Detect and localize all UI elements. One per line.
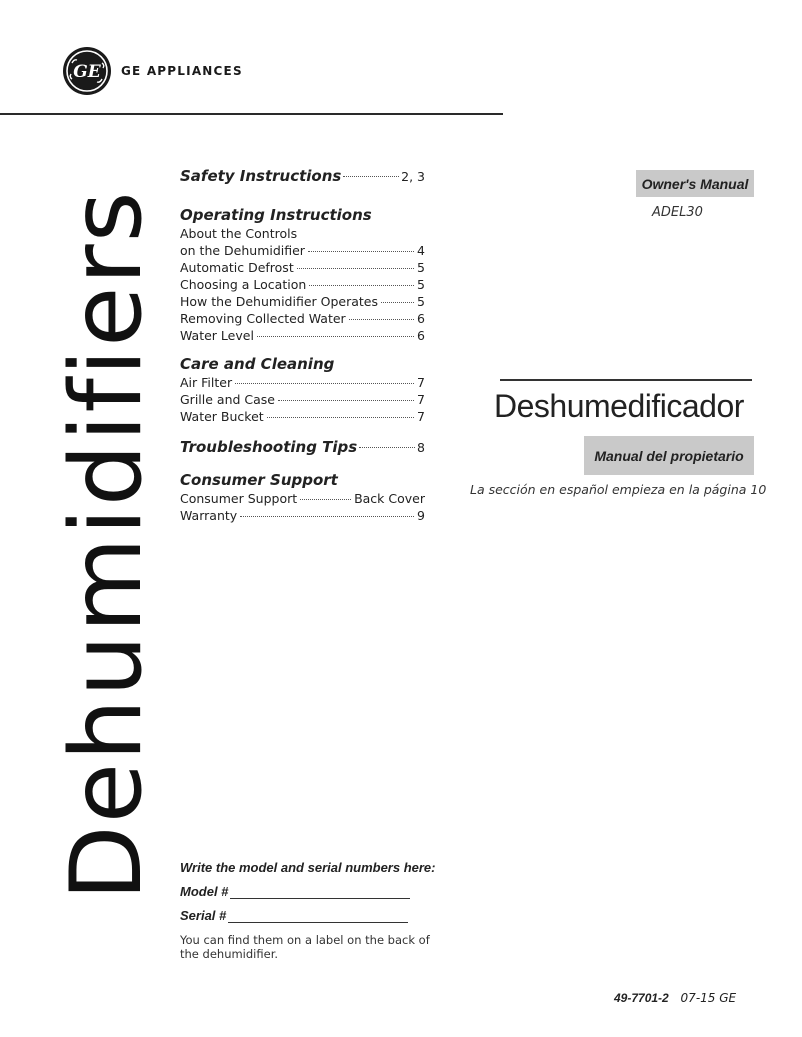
toc-item-page: 6: [417, 311, 425, 326]
dot-leader: [235, 373, 414, 384]
record-heading: Write the model and serial numbers here:: [180, 860, 436, 875]
toc-heading-safety[interactable]: [180, 166, 425, 187]
toc-item[interactable]: [180, 391, 425, 408]
table-of-contents: [180, 166, 425, 532]
toc-section-support: [180, 470, 425, 524]
label-location-note: You can find them on a label on the back of the dehumidifier.: [180, 933, 430, 961]
toc-section-safety: [180, 166, 425, 187]
dot-leader: [381, 292, 414, 303]
dot-leader: [300, 489, 351, 500]
dot-leader: [267, 407, 414, 418]
logo-text: GE: [73, 62, 101, 82]
spanish-manual-label: Manual del propietario: [584, 436, 754, 475]
toc-heading-care[interactable]: Care and Cleaning: [180, 355, 335, 373]
toc-section-troubleshooting: [180, 437, 425, 458]
toc-item-page: 9: [417, 508, 425, 523]
dot-leader: [257, 326, 414, 337]
toc-item-label: About the Controls: [180, 226, 298, 241]
toc-item-label: Warranty: [180, 508, 238, 523]
owners-manual-label: Owner's Manual: [636, 170, 754, 197]
toc-item-label: Water Level: [180, 328, 254, 343]
header-divider: [0, 113, 503, 115]
toc-section-operating: [180, 205, 425, 344]
toc-item-page: 7: [417, 392, 425, 407]
toc-item-label: Removing Collected Water: [180, 311, 346, 326]
model-number: ADEL30: [652, 205, 703, 220]
dot-leader: [240, 506, 414, 517]
dot-leader: [359, 437, 415, 448]
toc-item-page: 5: [417, 294, 425, 309]
toc-item-label: Choosing a Location: [180, 277, 307, 292]
toc-item[interactable]: [180, 276, 425, 293]
toc-item[interactable]: [180, 310, 425, 327]
toc-item[interactable]: [180, 293, 425, 310]
dot-leader: [349, 309, 414, 320]
toc-item-page: 6: [417, 328, 425, 343]
toc-heading-troubleshooting[interactable]: [180, 437, 425, 458]
toc-item[interactable]: [180, 327, 425, 344]
toc-heading-label: Safety Instructions: [180, 167, 342, 185]
dot-leader: [278, 390, 414, 401]
model-label: Model #: [180, 884, 229, 899]
document-number: 49-7701-2: [614, 991, 669, 1005]
toc-item-page: 5: [417, 260, 425, 275]
brand-name: GE APPLIANCES: [121, 64, 243, 78]
toc-item-label: Automatic Defrost: [180, 260, 294, 275]
toc-item-page: Back Cover: [354, 491, 425, 506]
toc-page: 8: [417, 440, 425, 455]
footer: [614, 991, 736, 1005]
ge-logo-icon: [62, 46, 112, 96]
toc-item[interactable]: [180, 374, 425, 391]
toc-section-care: [180, 354, 425, 425]
serial-label: Serial #: [180, 908, 227, 923]
serial-blank-line: [228, 909, 408, 923]
toc-item-page: 7: [417, 409, 425, 424]
toc-heading-support[interactable]: Consumer Support: [180, 471, 338, 489]
toc-item-page: 7: [417, 375, 425, 390]
toc-item[interactable]: [180, 490, 425, 507]
toc-item[interactable]: [180, 507, 425, 524]
toc-item-label: Air Filter: [180, 375, 233, 390]
dot-leader: [309, 275, 414, 286]
spanish-title: Deshumedificador: [494, 388, 744, 424]
toc-item-page: 4: [417, 243, 425, 258]
toc-item-label: on the Dehumidifier: [180, 243, 305, 258]
toc-heading-label: Troubleshooting Tips: [180, 438, 358, 456]
spanish-divider: [500, 379, 752, 381]
dot-leader: [343, 166, 399, 177]
spanish-note: La sección en español empieza en la página 10: [470, 482, 767, 497]
toc-item[interactable]: [180, 408, 425, 425]
toc-item-label: Water Bucket: [180, 409, 264, 424]
toc-page: 2, 3: [401, 169, 425, 184]
toc-heading-operating[interactable]: Operating Instructions: [180, 206, 372, 224]
model-field: [180, 884, 410, 899]
document-date: 07-15 GE: [680, 991, 737, 1005]
toc-item[interactable]: [180, 225, 425, 242]
serial-field: [180, 908, 408, 923]
toc-item-page: 5: [417, 277, 425, 292]
toc-item[interactable]: [180, 259, 425, 276]
toc-item-label: Consumer Support: [180, 491, 298, 506]
toc-item-label: How the Dehumidifier Operates: [180, 294, 378, 309]
dot-leader: [297, 258, 414, 269]
product-title: Dehumidifiers: [50, 189, 164, 901]
toc-item[interactable]: [180, 242, 425, 259]
model-blank-line: [230, 885, 410, 899]
dot-leader: [308, 241, 414, 252]
toc-item-label: Grille and Case: [180, 392, 275, 407]
